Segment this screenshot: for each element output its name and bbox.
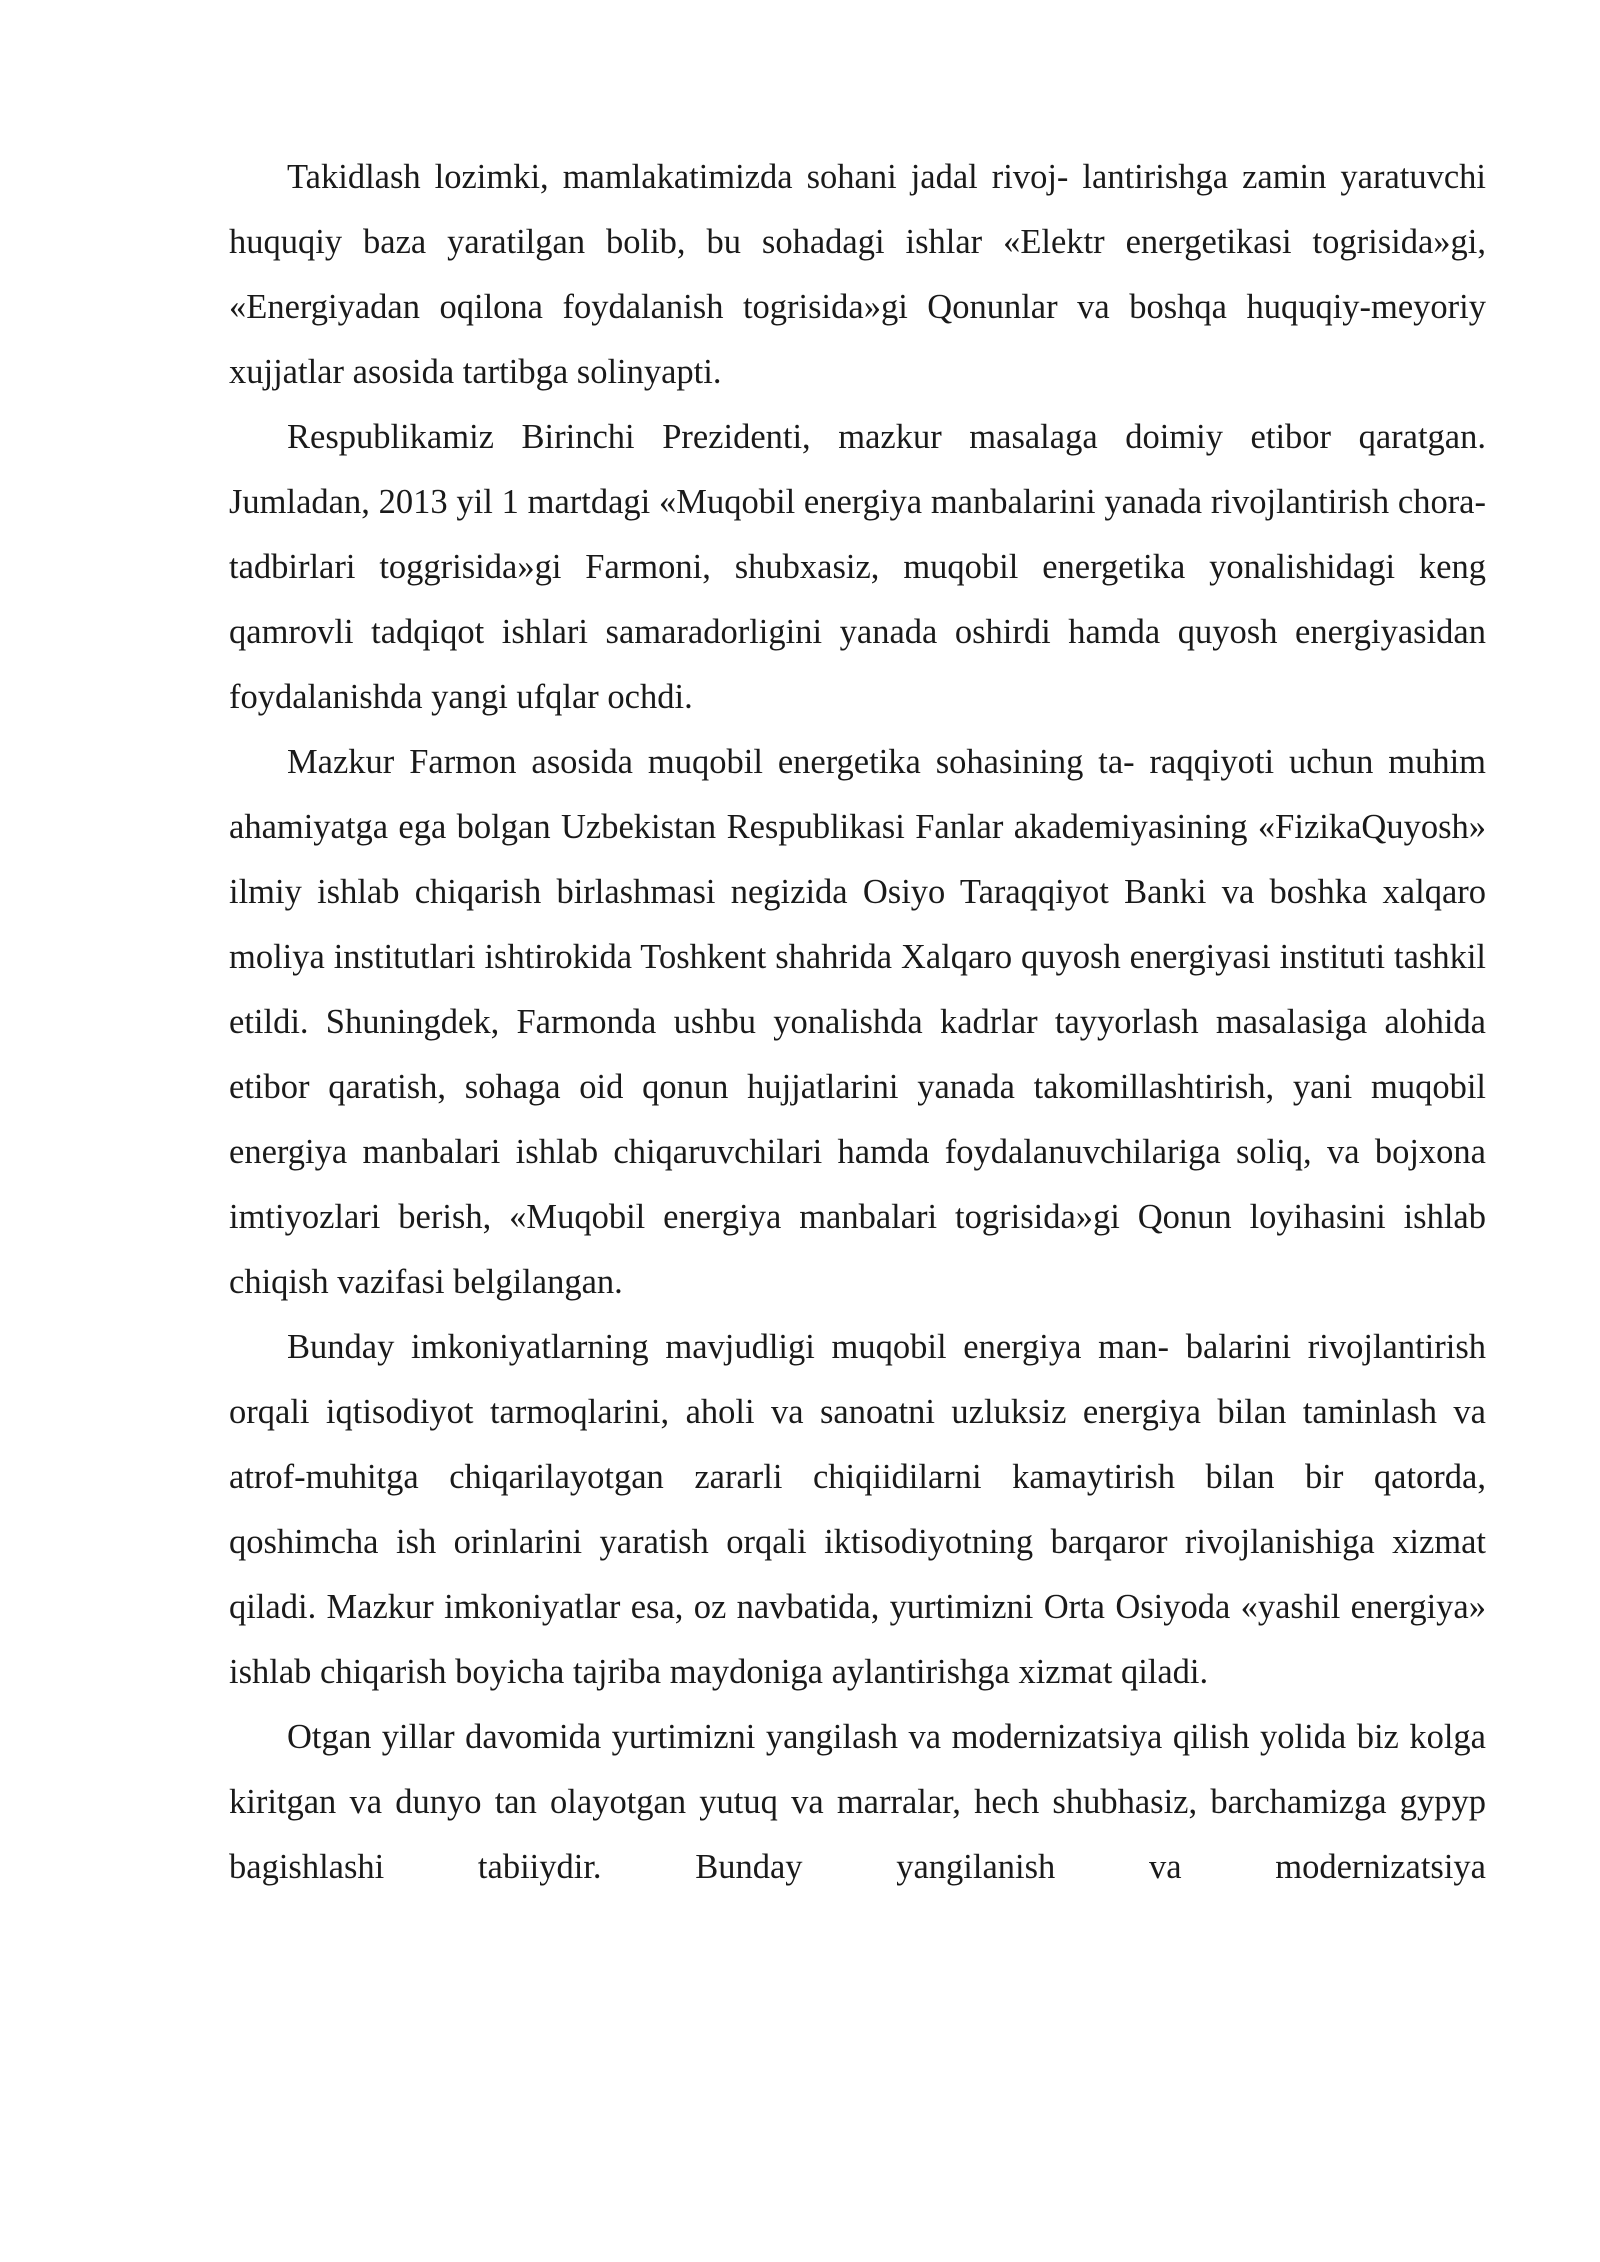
paragraph-1: Takidlash lozimki, mamlakatimizda sohani jadal rivoj- lantirishga zamin yaratuvchi huquqiy baza yaratilgan bolib, bu sohadagi ishlar «Elektr energetikasi togrisida»gi, «Energiyadan oqilona foydalanish togrisida»gi Qonunlar va boshqa huquqiy-meyoriy xujjatlar asosida tartibga solinyapti. xyxy=(229,158,1486,391)
document-body xyxy=(229,145,1486,1900)
paragraph-2: Respublikamiz Birinchi Prezidenti, mazkur masalaga doimiy etibor qaratgan. Jumladan, 2013 yil 1 martdagi «Muqobil energiya manbalarini yanada rivojlantirish chora-tadbirlari toggrisida»gi Farmoni, shubxasiz, muqobil energetika yonalishidagi keng qamrovli tadqiqot ishlari samaradorligini yanada oshirdi hamda quyosh energiyasidan foydalanishda yangi ufqlar ochdi. xyxy=(229,418,1486,716)
paragraph-5: Otgan yillar davomida yurtimizni yangilash va modernizatsiya qilish yolida biz kolga kiritgan va dunyo tan olayotgan yutuq va marralar, hech shubhasiz, barchamizga gypyp bagishlashi tabiiydir. Bunday yangilanish va modernizatsiya xyxy=(229,1718,1486,1886)
paragraph-3: Mazkur Farmon asosida muqobil energetika sohasining ta- raqqiyoti uchun muhim ahamiyatga ega bolgan Uzbekistan Respublikasi Fanlar akademiyasining «FizikaQuyosh» ilmiy ishlab chiqarish birlashmasi negizida Osiyo Taraqqiyot Banki va boshka xalqaro moliya institutlari ishtirokida Toshkent shahrida Xalqaro quyosh energiyasi instituti tashkil etildi. Shuningdek, Farmonda ushbu yonalishda kadrlar tayyorlash masalasiga alohida etibor qaratish, sohaga oid qonun hujjatlarini yanada takomillashtirish, yani muqobil energiya manbalari ishlab chiqaruvchilari hamda foydalanuvchilariga soliq, va bojxona imtiyozlari berish, «Muqobil energiya manbalari togrisida»gi Qonun loyihasini ishlab chiqish vazifasi belgilangan. xyxy=(229,743,1486,1301)
paragraph-4: Bunday imkoniyatlarning mavjudligi muqobil energiya man- balarini rivojlantirish orqali iqtisodiyot tarmoqlarini, aholi va sanoatni uzluksiz energiya bilan taminlash va atrof-muhitga chiqarilayotgan zararli chiqiidilarni kamaytirish bilan bir qatorda, qoshimcha ish orinlarini yaratish orqali iktisodiyotning barqaror rivojlanishiga xizmat qiladi. Mazkur imkoniyatlar esa, oz navbatida, yurtimizni Orta Osiyoda «yashil energiya» ishlab chiqarish boyicha tajriba maydoniga aylantirishga xizmat qiladi. xyxy=(229,1328,1486,1691)
